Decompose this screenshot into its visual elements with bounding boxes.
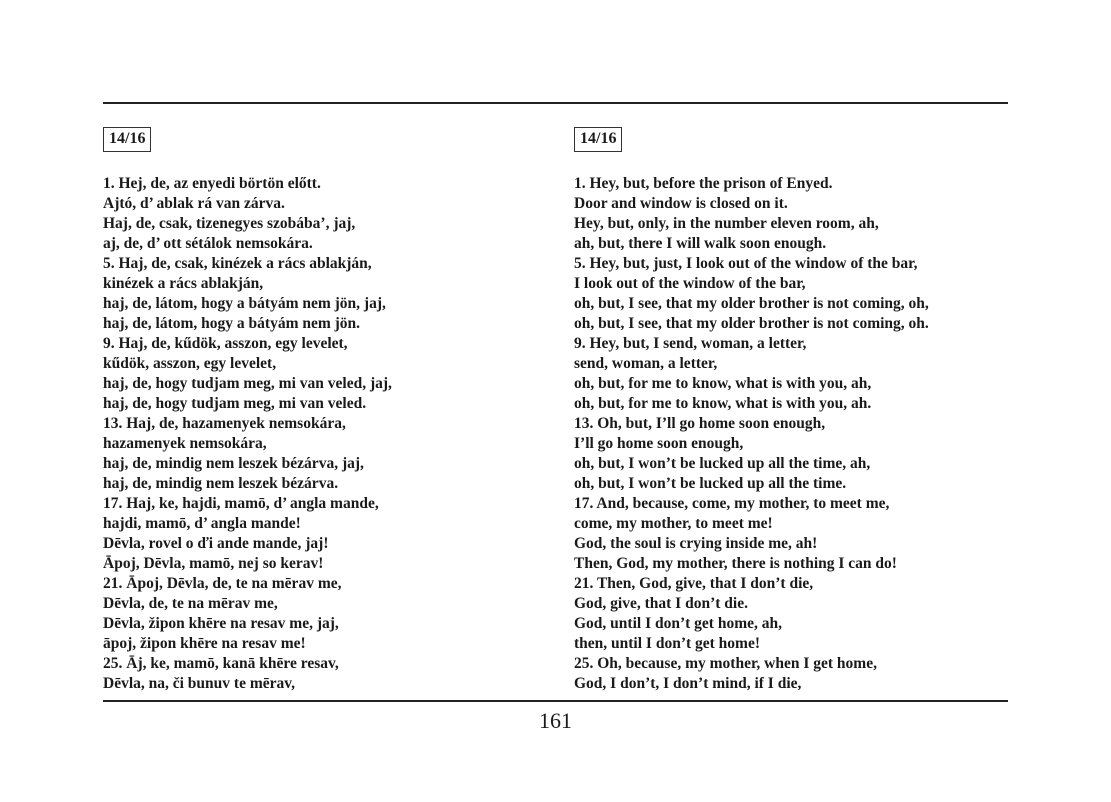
- lyric-line: haj, de, mindig nem leszek bézárva.: [103, 475, 339, 492]
- lyric-line: God, give, that I don’t die.: [574, 595, 748, 612]
- song-number-badge: 14/16: [103, 127, 151, 152]
- lyric-line: Dēvla, de, te na mērav me,: [103, 595, 278, 612]
- lyric-line: 1. Hey, but, before the prison of Enyed.: [574, 175, 833, 192]
- lyric-line: ah, but, there I will walk soon enough.: [574, 235, 827, 252]
- lyric-line: Haj, de, csak, tizenegyes szobába’, jaj,: [103, 215, 356, 232]
- lyric-line: haj, de, hogy tudjam meg, mi van veled.: [103, 395, 367, 412]
- lyric-line: Dēvla, žipon khēre na resav me, jaj,: [103, 615, 339, 632]
- lyric-line: 17. Haj, ke, hajdi, mamō, d’ angla mande,: [103, 495, 379, 512]
- bottom-rule: [103, 700, 1008, 702]
- english-lyrics: [574, 174, 1014, 694]
- english-column: [574, 127, 1014, 694]
- lyric-line: God, the soul is crying inside me, ah!: [574, 535, 818, 552]
- lyric-line: Āpoj, Dēvla, mamō, nej so kerav!: [103, 555, 324, 572]
- lyric-line: 17. And, because, come, my mother, to meet me,: [574, 495, 890, 512]
- lyric-line: oh, but, for me to know, what is with you, ah.: [574, 395, 872, 412]
- lyric-line: oh, but, I see, that my older brother is not coming, oh,: [574, 295, 929, 312]
- song-number-badge: 14/16: [574, 127, 622, 152]
- lyric-line: Then, God, my mother, there is nothing I can do!: [574, 555, 897, 572]
- lyric-line: kűdök, asszon, egy levelet,: [103, 355, 277, 372]
- lyric-line: 13. Haj, de, hazamenyek nemsokára,: [103, 415, 346, 432]
- lyric-line: 25. Āj, ke, mamō, kanā khēre resav,: [103, 655, 339, 672]
- lyric-line: haj, de, látom, hogy a bátyám nem jön, jaj,: [103, 295, 386, 312]
- lyric-line: Dēvla, na, či bunuv te mērav,: [103, 675, 296, 692]
- lyric-line: 21. Then, God, give, that I don’t die,: [574, 575, 814, 592]
- lyric-line: 25. Oh, because, my mother, when I get home,: [574, 655, 877, 672]
- lyric-line: haj, de, hogy tudjam meg, mi van veled, jaj,: [103, 375, 392, 392]
- lyric-line: 1. Hej, de, az enyedi börtön előtt.: [103, 175, 321, 192]
- lyric-line: Door and window is closed on it.: [574, 195, 788, 212]
- lyric-line: 9. Haj, de, kűdök, asszon, egy levelet,: [103, 335, 348, 352]
- lyric-line: oh, but, for me to know, what is with you, ah,: [574, 375, 872, 392]
- lyric-line: send, woman, a letter,: [574, 355, 718, 372]
- lyric-line: hajdi, mamō, d’ angla mande!: [103, 515, 301, 532]
- lyric-line: āpoj, žipon khēre na resav me!: [103, 635, 306, 652]
- lyric-line: oh, but, I see, that my older brother is not coming, oh.: [574, 315, 929, 332]
- lyric-line: 9. Hey, but, I send, woman, a letter,: [574, 335, 807, 352]
- lyric-line: 5. Haj, de, csak, kinézek a rács ablakján,: [103, 255, 372, 272]
- lyric-line: haj, de, látom, hogy a bátyám nem jön.: [103, 315, 361, 332]
- hungarian-column: [103, 127, 543, 694]
- lyric-line: I look out of the window of the bar,: [574, 275, 806, 292]
- lyric-line: God, I don’t, I don’t mind, if I die,: [574, 675, 802, 692]
- lyric-line: hazamenyek nemsokára,: [103, 435, 267, 452]
- lyric-line: Ajtó, d’ ablak rá van zárva.: [103, 195, 285, 212]
- lyric-line: then, until I don’t get home!: [574, 635, 761, 652]
- lyric-line: I’ll go home soon enough,: [574, 435, 744, 452]
- lyric-line: Dēvla, rovel o ďi ande mande, jaj!: [103, 535, 329, 552]
- lyric-line: Hey, but, only, in the number eleven room, ah,: [574, 215, 879, 232]
- lyric-line: aj, de, d’ ott sétálok nemsokára.: [103, 235, 313, 252]
- lyric-line: 13. Oh, but, I’ll go home soon enough,: [574, 415, 826, 432]
- lyric-line: oh, but, I won’t be lucked up all the time.: [574, 475, 847, 492]
- lyric-line: come, my mother, to meet me!: [574, 515, 773, 532]
- lyric-line: haj, de, mindig nem leszek bézárva, jaj,: [103, 455, 364, 472]
- hungarian-lyrics: [103, 174, 543, 694]
- lyric-line: God, until I don’t get home, ah,: [574, 615, 782, 632]
- lyric-line: oh, but, I won’t be lucked up all the time, ah,: [574, 455, 871, 472]
- lyric-line: 21. Āpoj, Dēvla, de, te na mērav me,: [103, 575, 342, 592]
- lyric-line: kinézek a rács ablakján,: [103, 275, 264, 292]
- lyric-line: 5. Hey, but, just, I look out of the window of the bar,: [574, 255, 918, 272]
- top-rule: [103, 102, 1008, 104]
- page-number: 161: [539, 708, 572, 733]
